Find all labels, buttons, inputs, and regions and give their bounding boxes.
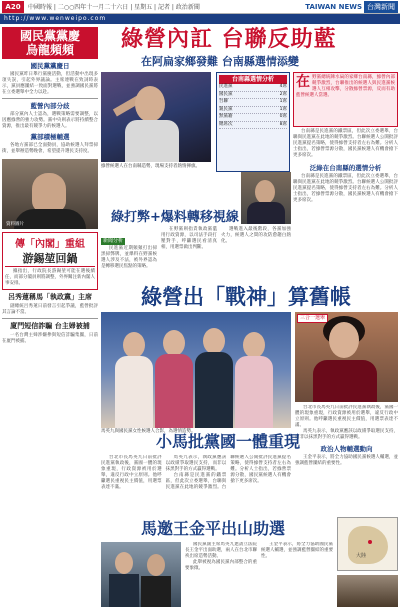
left-box3-head: 廈門短信詐騙 台主婦被捕 bbox=[10, 322, 90, 330]
headline-second: 綠營出「戰神」算舊帳 bbox=[141, 285, 351, 309]
divider bbox=[2, 318, 98, 319]
bottom-right-photo bbox=[337, 575, 398, 607]
photo-person-body bbox=[195, 352, 233, 428]
left-box2-body: 據指出，行政院長游錫堃可能在選後續任，而部分閣員則將調整，外界關注新內閣人事安排。 bbox=[5, 269, 95, 286]
candidate-photo bbox=[295, 312, 398, 402]
left-box1-body2: 部分黨內人士認為，選戰策略需要調整，以因應綠營的強力攻勢。黨中央則表示將持續整合資源，推出最有競爭力的候選人。 bbox=[2, 112, 98, 129]
right-mid-body3: 王金平表示，將全力協助國民黨候選人輔選，並強調藍營團結的重要性。 bbox=[295, 455, 398, 466]
left-box3-body: 一名台灣主婦涉嫌參與短信詐騙集團，日前在廈門被捕。 bbox=[2, 333, 98, 344]
map-graphic bbox=[337, 517, 398, 571]
photo-person-body bbox=[235, 356, 273, 428]
section-en: TAIWAN NEWS bbox=[305, 3, 362, 11]
top-band bbox=[0, 0, 400, 14]
page-number: A20 bbox=[2, 1, 24, 13]
mid-body2: 馬英九表示，執政黨應該以政績爭取選民支持，而非以抹黑對手的方式贏得選戰。 bbox=[165, 455, 227, 472]
portrait-face bbox=[32, 173, 66, 213]
bottom-text bbox=[185, 542, 333, 607]
column-c-body: 選戰進入最後階段，各黨加強火力，候選人之間的攻防愈趨白熱化。 bbox=[221, 227, 291, 244]
left-box1-title: 國民黨黨慶 烏龍頻頻 bbox=[2, 27, 98, 59]
column-a bbox=[101, 227, 157, 270]
table-row: 台聯 1席 bbox=[219, 99, 287, 107]
left-box1-head3: 黨部積極輔選 bbox=[30, 133, 70, 141]
left-box2-head: 游錫堃回鍋 bbox=[5, 250, 95, 267]
right-top-body: 台南縣是民進黨的鐵票區，但此次立委選舉，台聯與民進黨在此地的競爭激烈。台聯候選人公開批評民進黨提名策略，使得綠營支持者左右為難。分析人士指出，若綠營票源分散，國民黨候選人有機會搶下更多席次。 bbox=[293, 129, 398, 158]
right-column-top bbox=[293, 129, 398, 204]
subhead-secondary: 綠打弊+爆料轉移視線 bbox=[111, 210, 239, 225]
headline-main: 綠營內訌 台聯反助藍 bbox=[121, 27, 337, 52]
right-mid-body2: 馬英九表示，執政黨應該以政績爭取選民支持，而非以抹黑對手的方式贏得選戰。 bbox=[295, 429, 398, 440]
map-label: 大陸 bbox=[356, 553, 367, 559]
seat-table bbox=[216, 72, 290, 172]
photo-person-body bbox=[141, 576, 171, 607]
ma-wang-photo bbox=[101, 542, 181, 607]
right-mid-head: 政治人物輔選動向 bbox=[320, 445, 373, 453]
photo-person-head bbox=[147, 554, 165, 576]
left-box1-body: 國民黨昨日舉行黨慶活動，但活動中出現多項失誤，引起外界議論。主席連戰在致詞時表示，黨員應團結一致面對選戰，並強調國民黨將在立委選舉中全力以赴。 bbox=[2, 72, 98, 95]
photo-person-head bbox=[329, 322, 359, 358]
column-c bbox=[221, 227, 291, 245]
drop-cap: 在 bbox=[296, 74, 310, 90]
rally-photo bbox=[101, 72, 211, 162]
web-url[interactable]: http://www.wenweipo.com bbox=[4, 15, 107, 22]
left-box1-head2: 藍營內部分歧 bbox=[30, 102, 70, 110]
speaker-head bbox=[255, 180, 275, 204]
table-row: 總席次 8席 bbox=[219, 122, 287, 130]
photo-person-body bbox=[115, 356, 153, 428]
speaker-photo bbox=[241, 172, 291, 224]
section-label bbox=[305, 1, 398, 13]
mid-body3: 台南縣是民進黨的鐵票區，但此次立委選舉，台聯與民進黨在此地的競爭激烈。台聯候選人公開批評民進黨提名策略，使得綠營支持者左右為難。分析人士指出，若綠營票源分散，國民黨候選人有機會搶下更多席次。 bbox=[165, 455, 291, 490]
analysis-label: 新聞分析 bbox=[103, 238, 124, 244]
headline-third: 小馬批黨國一體重現 bbox=[156, 432, 301, 451]
table-row: 無黨籍 0席 bbox=[219, 114, 287, 122]
feature-body: 野黨總統陳水扁的家鄉台南縣，綠營內部競爭激烈，台聯推出的候選人與民進黨候選人互相攻擊，分散綠營票源，反而有助藍營候選人當選。 bbox=[296, 75, 395, 98]
column-b-body: 在野黨則指責執政黨濫用行政資源，以司法手段打壓對手，呼籲選民看清真相，用選票做出判斷。 bbox=[161, 227, 217, 250]
photo-person-body bbox=[109, 574, 139, 607]
portrait-body bbox=[14, 209, 86, 229]
left-box1-body3: 各地方黨部已全面動員，協助候選人拜票掃街，並舉辦造勢晚會，希望提升選民支持度。 bbox=[2, 143, 98, 154]
map-land bbox=[348, 526, 388, 564]
headline-fourth: 馬邀王金平出山助選 bbox=[141, 519, 286, 538]
photo-person-body bbox=[155, 354, 193, 428]
left-box2-sub: 呂秀蓮稱馬「執政黨」主席 bbox=[8, 293, 92, 301]
group-photo bbox=[101, 312, 291, 428]
speaker-body bbox=[247, 202, 285, 224]
election-tag: 三合一選舉 bbox=[297, 314, 328, 323]
portrait-caption: 資料圖片 bbox=[6, 222, 24, 227]
column-b bbox=[161, 227, 217, 251]
left-column bbox=[2, 27, 98, 607]
map-marker bbox=[368, 540, 372, 544]
left-box1-subhead: 國民黨黨慶日 bbox=[30, 62, 70, 70]
photo-person-head bbox=[163, 330, 185, 356]
right-top-body2: 台南縣是民進黨的鐵票區，但此次立委選舉，台聯與民進黨在此地的競爭激烈。台聯候選人公開批評民進黨提名策略，使得綠營支持者左右為難。分析人士指出，若綠營票源分散，國民黨候選人有機會搶下更多席次。 bbox=[293, 174, 398, 203]
mid-text bbox=[101, 455, 291, 515]
table-row: 民進黨 4席 bbox=[219, 84, 287, 92]
bottom-body3: 王金平表示，將全力協助國民黨候選人輔選，並強調藍營團結的重要性。 bbox=[261, 542, 333, 559]
column-a-body: 民進黨近期頻頻打出掃黑掃弊牌，並爆料在野黨候選人涉及不法，被外界認為是轉移選民焦點的策略。 bbox=[101, 246, 157, 269]
bottom-body2: 此舉被視為國民黨內部整合的重要象徵。 bbox=[185, 560, 257, 571]
main-area bbox=[101, 27, 398, 607]
masthead: 中國時報 | 二○○四年十一月二十六日 | 星期五 | 記者 | 政治新聞 bbox=[28, 4, 200, 11]
photo-person-head bbox=[135, 86, 165, 122]
photo-person-head bbox=[115, 552, 133, 574]
mid-body: 台北市長馬英九日前批評民進黨執政後，黨國一體的現象重現，行政資源被用於選舉，違反行政中立原則。他呼籲選民重視民主價值，用選票表達不滿。 bbox=[101, 455, 162, 490]
section-zh: 台灣新聞 bbox=[364, 1, 398, 13]
web-strip bbox=[0, 14, 400, 24]
feature-box bbox=[293, 72, 398, 127]
seat-table-title: 台南縣選情分析 bbox=[219, 75, 287, 84]
deck-main: 在阿扁家鄉發難 台南縣選情添變 bbox=[141, 55, 299, 68]
divider bbox=[2, 98, 98, 99]
group-photo-caption: 馬英九與國民黨女性候選人合影，為選情造勢。 bbox=[101, 429, 196, 434]
right-top-head: 泛綠在台南縣的選情分析 bbox=[309, 164, 382, 172]
photo-person-head bbox=[243, 332, 265, 358]
portrait-photo bbox=[2, 159, 98, 229]
table-row: 國民黨 2席 bbox=[219, 92, 287, 100]
photo-person-body bbox=[125, 120, 179, 162]
right-mid-body: 台北市長馬英九日前批評民進黨執政後，黨國一體的現象重現，行政資源被用於選舉，違反行政中立原則。他呼籲選民重視民主價值，用選票表達不滿。 bbox=[295, 405, 398, 428]
photo-person-head bbox=[123, 332, 145, 358]
left-box2 bbox=[2, 232, 98, 290]
photo-person-body bbox=[313, 360, 377, 402]
left-box2-title: 傳「內閣」重組 bbox=[15, 239, 85, 250]
left-box2-body2: 副總統呂秀蓮日前發言引起爭議，藍營批評其言論不當。 bbox=[2, 304, 98, 315]
table-row: 親民黨 1席 bbox=[219, 107, 287, 115]
rally-photo-caption: 綠營候選人在台南縣造勢，現場支持者熱情揮旗。 bbox=[101, 164, 200, 169]
photo-person-head bbox=[203, 328, 225, 354]
bottom-body: 國民黨副主席馬英九邀請立法院長王金平出面助選，兩人在台北市聯袂出席造勢活動。 bbox=[185, 542, 257, 559]
right-mid-text bbox=[295, 405, 398, 505]
